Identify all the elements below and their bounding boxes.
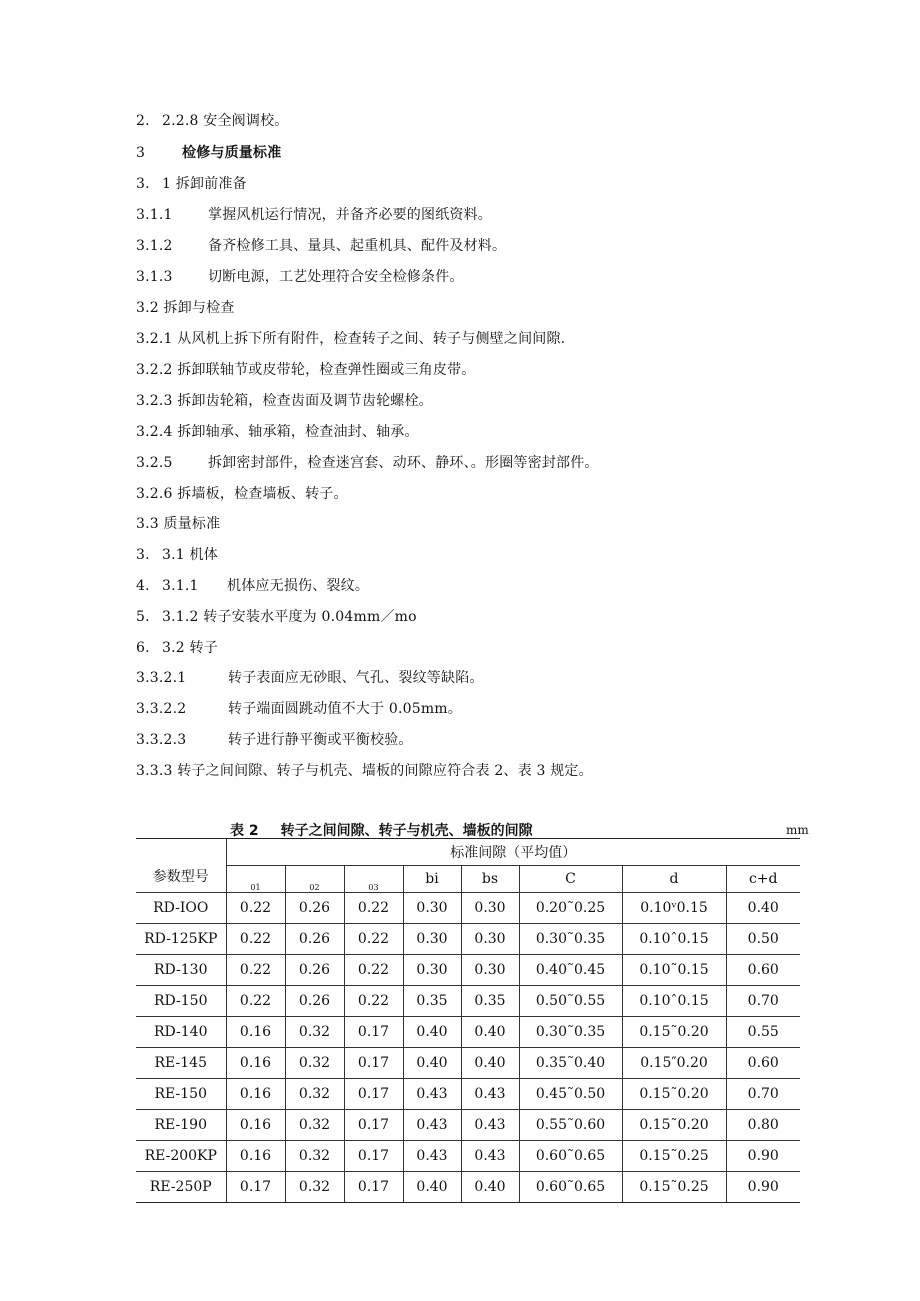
clearance-table [136,838,800,1203]
value-cell: 0.15″0.20 [622,1048,726,1079]
table-row [136,1110,800,1141]
section-text: 3.3 质量标准 [136,516,221,532]
model-cell: RD-IOO [136,893,226,924]
section-number: 3.3.2.1 [136,670,187,686]
value-cell: 0.43 [461,1079,519,1110]
value-cell: 0.30 [461,955,519,986]
section-number: 5. [136,609,150,625]
value-cell: 0.50 [726,924,800,955]
section-text: 3.3.3 转子之间间隙、转子与机壳、墙板的间隙应符合表 2、表 3 规定。 [136,763,593,779]
value-cell: 0.80 [726,1110,800,1141]
group-header: 标准间隙（平均值） [226,839,800,866]
table-row [136,1048,800,1079]
section-number: 3.1.1 [136,207,173,223]
section-text: 3.2.3 拆卸齿轮箱，检查齿面及调节齿轮螺栓。 [136,393,433,409]
section-text: 转子进行静平衡或平衡校验。 [228,732,413,748]
value-cell: 0.17 [344,1172,403,1203]
value-cell: 0.26 [285,893,344,924]
section-number: 3.1.2 [136,238,173,254]
value-cell: 0.20˜0.25 [519,893,622,924]
model-cell: RE-250P [136,1172,226,1203]
value-cell: 0.90 [726,1141,800,1172]
value-cell: 0.26 [285,955,344,986]
value-cell: 0.43 [403,1079,461,1110]
table-row [136,1141,800,1172]
value-cell: 0.16 [226,1017,285,1048]
value-cell: 0.70 [726,986,800,1017]
text-line [136,608,417,626]
value-cell: 0.43 [461,1141,519,1172]
table-unit: mm [786,823,809,837]
table-row [136,986,800,1017]
param-header: 参数型号 [136,839,226,893]
value-cell: 0.17 [226,1172,285,1203]
value-cell: 0.22 [344,924,403,955]
model-cell: RE-190 [136,1110,226,1141]
value-cell: 0.22 [344,986,403,1017]
section-text: 3.2 转子 [162,640,218,656]
section-number: 3. [136,176,150,192]
value-cell: 0.55 [726,1017,800,1048]
col-header: c+d [726,866,800,893]
text-line [136,112,289,130]
text-line [136,669,484,687]
section-number: 2. [136,113,150,129]
text-line [136,144,282,162]
model-cell: RE-200KP [136,1141,226,1172]
value-cell: 0.22 [226,893,285,924]
value-cell: 0.30 [461,893,519,924]
section-text: 3.1 机体 [162,547,218,563]
value-cell: 0.10˜0.15 [622,955,726,986]
model-cell: RD-130 [136,955,226,986]
section-number: 3. [136,547,150,563]
model-cell: RE-150 [136,1079,226,1110]
text-line [136,731,413,749]
text-line [136,268,464,286]
text-line [136,546,218,564]
value-cell: 0.17 [344,1141,403,1172]
section-text: 1 拆卸前准备 [162,176,247,192]
section-text: 3.2.4 拆卸轴承、轴承箱，检查油封、轴承。 [136,424,419,440]
value-cell: 0.43 [403,1110,461,1141]
text-line [136,639,218,657]
table-row [136,893,800,924]
col-header: C [519,866,622,893]
section-number: 3.1.3 [136,269,173,285]
section-text: 转子端面圆跳动值不大于 0.05mm。 [228,701,462,717]
value-cell: 0.15˜0.20 [622,1017,726,1048]
value-cell: 0.16 [226,1110,285,1141]
value-cell: 0.40 [461,1172,519,1203]
model-cell: RD-140 [136,1017,226,1048]
value-cell: 0.60 [726,1048,800,1079]
section-number: 3.2.5 [136,455,173,471]
table-row [136,1079,800,1110]
value-cell: 0.40 [403,1172,461,1203]
value-cell: 0.60 [726,955,800,986]
col-header: 03 [344,866,403,893]
table-label: 表 2 [230,823,259,839]
section-number: 3.3.2.3 [136,732,187,748]
section-text: 拆卸密封部件，检查迷宫套、动环、静环、。形圈等密封部件。 [208,455,599,471]
value-cell: 0.40 [403,1017,461,1048]
col-header: 01 [226,866,285,893]
header-row-columns [136,866,800,893]
value-cell: 0.43 [403,1141,461,1172]
value-cell: 0.55˜0.60 [519,1110,622,1141]
section-text: 3.2.2 拆卸联轴节或皮带轮，检查弹性圈或三角皮带。 [136,362,476,378]
section-text: 检修与质量标准 [182,145,282,161]
section-number: 3.3.2.2 [136,701,187,717]
value-cell: 0.17 [344,1110,403,1141]
value-cell: 0.43 [461,1110,519,1141]
value-cell: 0.10ˆ0.15 [622,924,726,955]
value-cell: 0.32 [285,1141,344,1172]
text-line [136,485,348,503]
text-line [136,515,220,533]
value-cell: 0.26 [285,924,344,955]
value-cell: 0.45˜0.50 [519,1079,622,1110]
text-line [136,762,593,780]
value-cell: 0.30˜0.35 [519,924,622,955]
section-text: 3.1.1 机体应无损伤、裂纹。 [162,578,370,594]
text-line [136,700,462,718]
value-cell: 0.16 [226,1048,285,1079]
value-cell: 0.30 [461,924,519,955]
value-cell: 0.22 [226,986,285,1017]
value-cell: 0.17 [344,1017,403,1048]
model-cell: RD-150 [136,986,226,1017]
value-cell: 0.16 [226,1079,285,1110]
section-text: 备齐检修工具、量具、起重机具、配件及材料。 [208,238,507,254]
header-row-group [136,839,800,866]
section-text: 3.2.1 从风机上拆下所有附件，检查转子之间、转子与侧壁之间间隙. [136,331,566,347]
table-row [136,955,800,986]
value-cell: 0.30˜0.35 [519,1017,622,1048]
section-number: 3 [136,145,146,161]
table-row [136,1172,800,1203]
value-cell: 0.30 [403,955,461,986]
text-line [136,175,247,193]
value-cell: 0.30 [403,924,461,955]
text-line [136,361,475,379]
value-cell: 0.22 [226,955,285,986]
col-header: d [622,866,726,893]
value-cell: 0.32 [285,1110,344,1141]
text-line [136,330,565,348]
section-number: 6. [136,640,150,656]
col-header: bs [461,866,519,893]
text-line [136,206,492,224]
section-number: 4. [136,578,150,594]
value-cell: 0.50˜0.55 [519,986,622,1017]
value-cell: 0.15˜0.25 [622,1141,726,1172]
value-cell: 0.35 [461,986,519,1017]
text-line [136,577,370,595]
value-cell: 0.40˜0.45 [519,955,622,986]
value-cell: 0.17 [344,1079,403,1110]
value-cell: 0.90 [726,1172,800,1203]
value-cell: 0.40 [461,1017,519,1048]
text-line [136,392,433,410]
value-cell: 0.15˜0.25 [622,1172,726,1203]
value-cell: 0.32 [285,1172,344,1203]
value-cell: 0.60˜0.65 [519,1172,622,1203]
section-text: 3.2.6 拆墙板，检查墙板、转子。 [136,486,348,502]
value-cell: 0.10ᵛ0.15 [622,893,726,924]
value-cell: 0.32 [285,1048,344,1079]
value-cell: 0.22 [226,924,285,955]
col-header: bi [403,866,461,893]
value-cell: 0.30 [403,893,461,924]
text-line [136,423,419,441]
section-text: 3.2 拆卸与检查 [136,300,235,316]
value-cell: 0.26 [285,986,344,1017]
section-text: 切断电源，工艺处理符合安全检修条件。 [208,269,464,285]
section-text: 转子表面应无砂眼、气孔、裂纹等缺陷。 [228,670,484,686]
value-cell: 0.22 [344,893,403,924]
table-caption [230,820,533,840]
section-text: 掌握风机运行情况，并备齐必要的图纸资料。 [208,207,492,223]
value-cell: 0.10ˆ0.15 [622,986,726,1017]
table-row [136,924,800,955]
text-line [136,454,599,472]
value-cell: 0.17 [344,1048,403,1079]
value-cell: 0.16 [226,1141,285,1172]
value-cell: 0.15˜0.20 [622,1110,726,1141]
value-cell: 0.32 [285,1017,344,1048]
value-cell: 0.32 [285,1079,344,1110]
col-header: 02 [285,866,344,893]
section-text: 3.1.2 转子安装水平度为 0.04mm／mo [162,609,417,625]
table-title: 转子之间间隙、转子与机壳、墙板的间隙 [280,823,533,839]
value-cell: 0.70 [726,1079,800,1110]
model-cell: RD-125KP [136,924,226,955]
value-cell: 0.35˜0.40 [519,1048,622,1079]
model-cell: RE-145 [136,1048,226,1079]
value-cell: 0.40 [461,1048,519,1079]
value-cell: 0.15˜0.20 [622,1079,726,1110]
value-cell: 0.60˜0.65 [519,1141,622,1172]
value-cell: 0.35 [403,986,461,1017]
value-cell: 0.22 [344,955,403,986]
table-row [136,1017,800,1048]
value-cell: 0.40 [726,893,800,924]
value-cell: 0.40 [403,1048,461,1079]
text-line [136,299,235,317]
section-text: 2.2.8 安全阀调校。 [162,113,289,129]
text-line [136,237,507,255]
